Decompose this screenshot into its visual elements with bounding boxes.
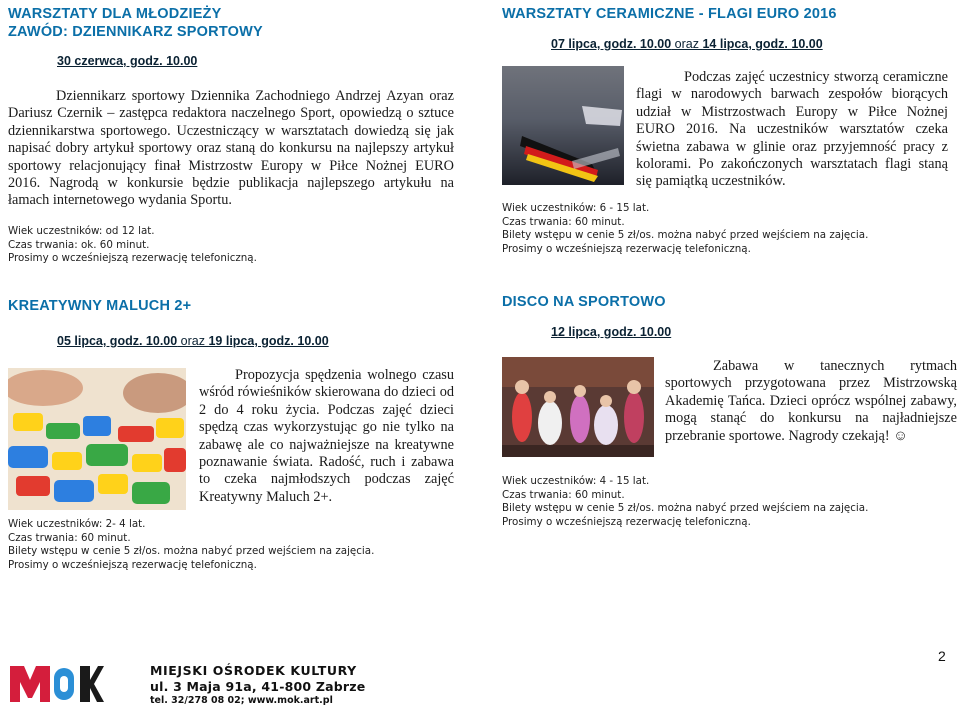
dancing-children-illustration <box>502 357 654 457</box>
section-info <box>502 202 868 256</box>
info-line: Bilety wstępu w cenie 5 zł/os. można nabyć przed wejściem na zajęcia. <box>502 502 869 515</box>
section-info <box>502 475 868 529</box>
title-line-2: ZAWÓD: DZIENNIKARZ SPORTOWY <box>8 24 263 40</box>
building-blocks-illustration <box>8 368 186 510</box>
flags-illustration <box>502 66 624 185</box>
section-body: Propozycja spędzenia wolnego czasu wśród rówieśników skierowana do dzieci od 2 do 4 roku życia. Podczas zajęć dzieci spędzą czas wykorzystując go nie tylko na zabawę ale co najważniejsze na kreatywne poznawanie świata. Radość, ruch i zabawa to czeka najmłodszych podczas zajęć Kreatywny Maluch 2+. <box>199 367 454 505</box>
disco-photo <box>502 357 654 457</box>
mok-logo <box>10 666 104 702</box>
date-a: 07 lipca, godz. 10.00 <box>551 37 672 51</box>
section-body: Zabawa w tanecznych rytmach sportowych przygotowana przez Mistrzowską Akademię Tańca. Dzieci oprócz wspólnej zabawy, mogą stanąć do konkursu na najładniejsze przebranie sportowe. Nagrody czekają! ☺ <box>665 358 957 444</box>
section-body: Dziennikarz sportowy Dziennika Zachodniego Andrzej Azyan oraz Dariusz Czernik – zastępca redaktora naczelnego Sport, opowiedzą o sztuce dziennikarstwa sportowego. Uczestniczący w warsztatach dowiedzą się jak napisać dobry artykuł sportowy oraz staną do konkursu na najlepszy artykuł sportowy relacjonujący finał Mistrzostw Europy w Piłce Nożnej EURO 2016. Nagrodą w konkursie będzie publikacja najlepszego artykułu na łamach internetowego wydania Sportu. <box>8 88 454 209</box>
mok-logo-mark <box>10 666 104 702</box>
footer-address: ul. 3 Maja 91a, 41-800 Zabrze <box>150 679 366 694</box>
info-line: Czas trwania: ok. 60 minut. <box>8 238 150 251</box>
section-title-youth <box>8 5 263 41</box>
date-connector: oraz <box>671 37 703 51</box>
section-info <box>8 518 374 572</box>
info-line: Czas trwania: 60 minut. <box>502 488 625 501</box>
info-line: Wiek uczestników: 4 - 15 lat. <box>502 475 650 487</box>
info-line: Czas trwania: 60 minut. <box>8 531 131 544</box>
event-date: 12 lipca, godz. 10.00 <box>551 325 672 339</box>
info-line: Wiek uczestników: 6 - 15 lat. <box>502 202 650 214</box>
blocks-photo <box>8 368 186 510</box>
page-number: 2 <box>938 648 946 664</box>
section-body: Podczas zajęć uczestnicy stworzą ceramiczne flagi w narodowych barwach zespołów biorących udział w Mistrzostwach Europy w Piłce Nożnej EURO 2016. Na uczestników warsztatów czeka świetna zabawa w glinie oraz przyjemność pracy z kolorami. Po zakończonych warsztatach flagi staną się pamiątką uczestników. <box>636 69 948 190</box>
event-date <box>551 37 823 51</box>
event-date: 30 czerwca, godz. 10.00 <box>57 54 198 68</box>
footer-contact: tel. 32/278 08 02; www.mok.art.pl <box>150 695 333 706</box>
flags-photo <box>502 66 624 185</box>
title-line-1: WARSZTATY DLA MŁODZIEŻY <box>8 6 222 22</box>
info-line: Bilety wstępu w cenie 5 zł/os. można nabyć przed wejściem na zajęcia. <box>502 229 869 242</box>
info-line: Prosimy o wcześniejszą rezerwację telefoniczną. <box>502 515 751 528</box>
footer-org-name: MIEJSKI OŚRODEK KULTURY <box>150 663 357 678</box>
date-connector: oraz <box>177 334 209 348</box>
info-line: Wiek uczestników: 2- 4 lat. <box>8 518 146 530</box>
date-b: 14 lipca, godz. 10.00 <box>702 37 823 51</box>
info-line: Prosimy o wcześniejszą rezerwację telefoniczną. <box>8 558 257 571</box>
info-line: Wiek uczestników: od 12 lat. <box>8 225 155 237</box>
section-title-disco: DISCO NA SPORTOWO <box>502 294 666 310</box>
section-info <box>8 225 257 266</box>
event-date <box>57 334 329 348</box>
info-line: Prosimy o wcześniejszą rezerwację telefoniczną. <box>502 242 751 255</box>
info-line: Czas trwania: 60 minut. <box>502 215 625 228</box>
info-line: Prosimy o wcześniejszą rezerwację telefoniczną. <box>8 252 257 265</box>
date-a: 05 lipca, godz. 10.00 <box>57 334 178 348</box>
info-line: Bilety wstępu w cenie 5 zł/os. można nabyć przed wejściem na zajęcia. <box>8 545 375 558</box>
date-b: 19 lipca, godz. 10.00 <box>208 334 329 348</box>
section-title-ceramics: WARSZTATY CERAMICZNE - FLAGI EURO 2016 <box>502 6 837 22</box>
section-title-toddler: KREATYWNY MALUCH 2+ <box>8 298 192 314</box>
